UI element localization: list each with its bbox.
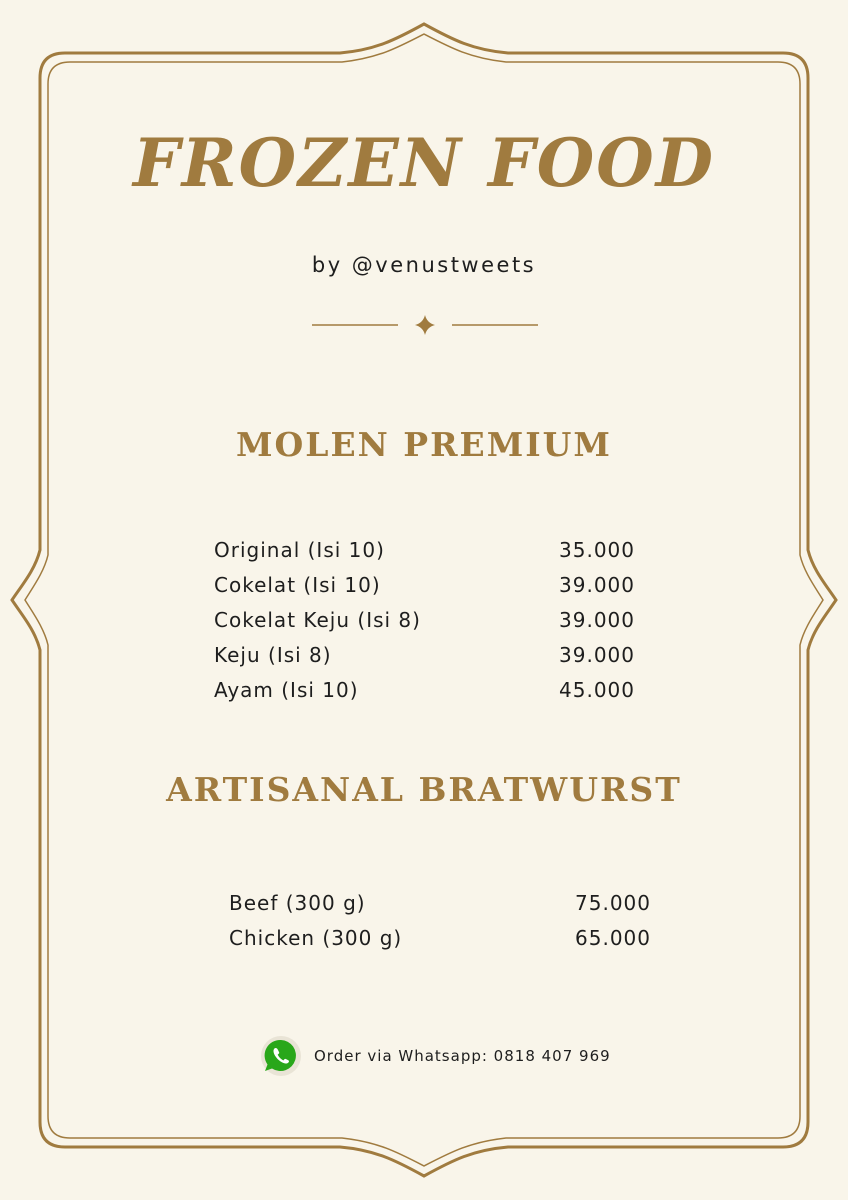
section-heading-molen-premium: MOLEN PREMIUM xyxy=(236,425,612,464)
item-price: 75.000 xyxy=(575,891,651,915)
ornamental-divider xyxy=(310,312,540,338)
order-text: Order via Whatsapp: 0818 407 969 xyxy=(314,1047,611,1065)
item-name: Beef (300 g) xyxy=(229,891,366,915)
item-price: 39.000 xyxy=(559,573,635,597)
page-title: FROZEN FOOD xyxy=(132,124,716,202)
item-name: Keju (Isi 8) xyxy=(214,643,332,667)
item-name: Original (Isi 10) xyxy=(214,538,385,562)
item-price: 39.000 xyxy=(559,643,635,667)
item-price: 35.000 xyxy=(559,538,635,562)
item-name: Chicken (300 g) xyxy=(229,926,403,950)
menu-item xyxy=(214,605,635,635)
byline: by @venustweets xyxy=(311,253,537,277)
menu-item xyxy=(229,923,651,953)
sparkle-star-icon xyxy=(415,315,435,335)
menu-item xyxy=(214,675,635,705)
item-price: 39.000 xyxy=(559,608,635,632)
item-price: 45.000 xyxy=(559,678,635,702)
item-name: Cokelat (Isi 10) xyxy=(214,573,381,597)
menu-item xyxy=(214,535,635,565)
menu-item xyxy=(214,570,635,600)
item-price: 65.000 xyxy=(575,926,651,950)
order-contact xyxy=(260,1035,611,1077)
section-heading-artisanal-bratwurst: ARTISANAL BRATWURST xyxy=(166,770,682,809)
item-name: Ayam (Isi 10) xyxy=(214,678,359,702)
menu-item xyxy=(214,640,635,670)
whatsapp-icon xyxy=(260,1035,302,1077)
item-name: Cokelat Keju (Isi 8) xyxy=(214,608,421,632)
menu-item xyxy=(229,888,651,918)
